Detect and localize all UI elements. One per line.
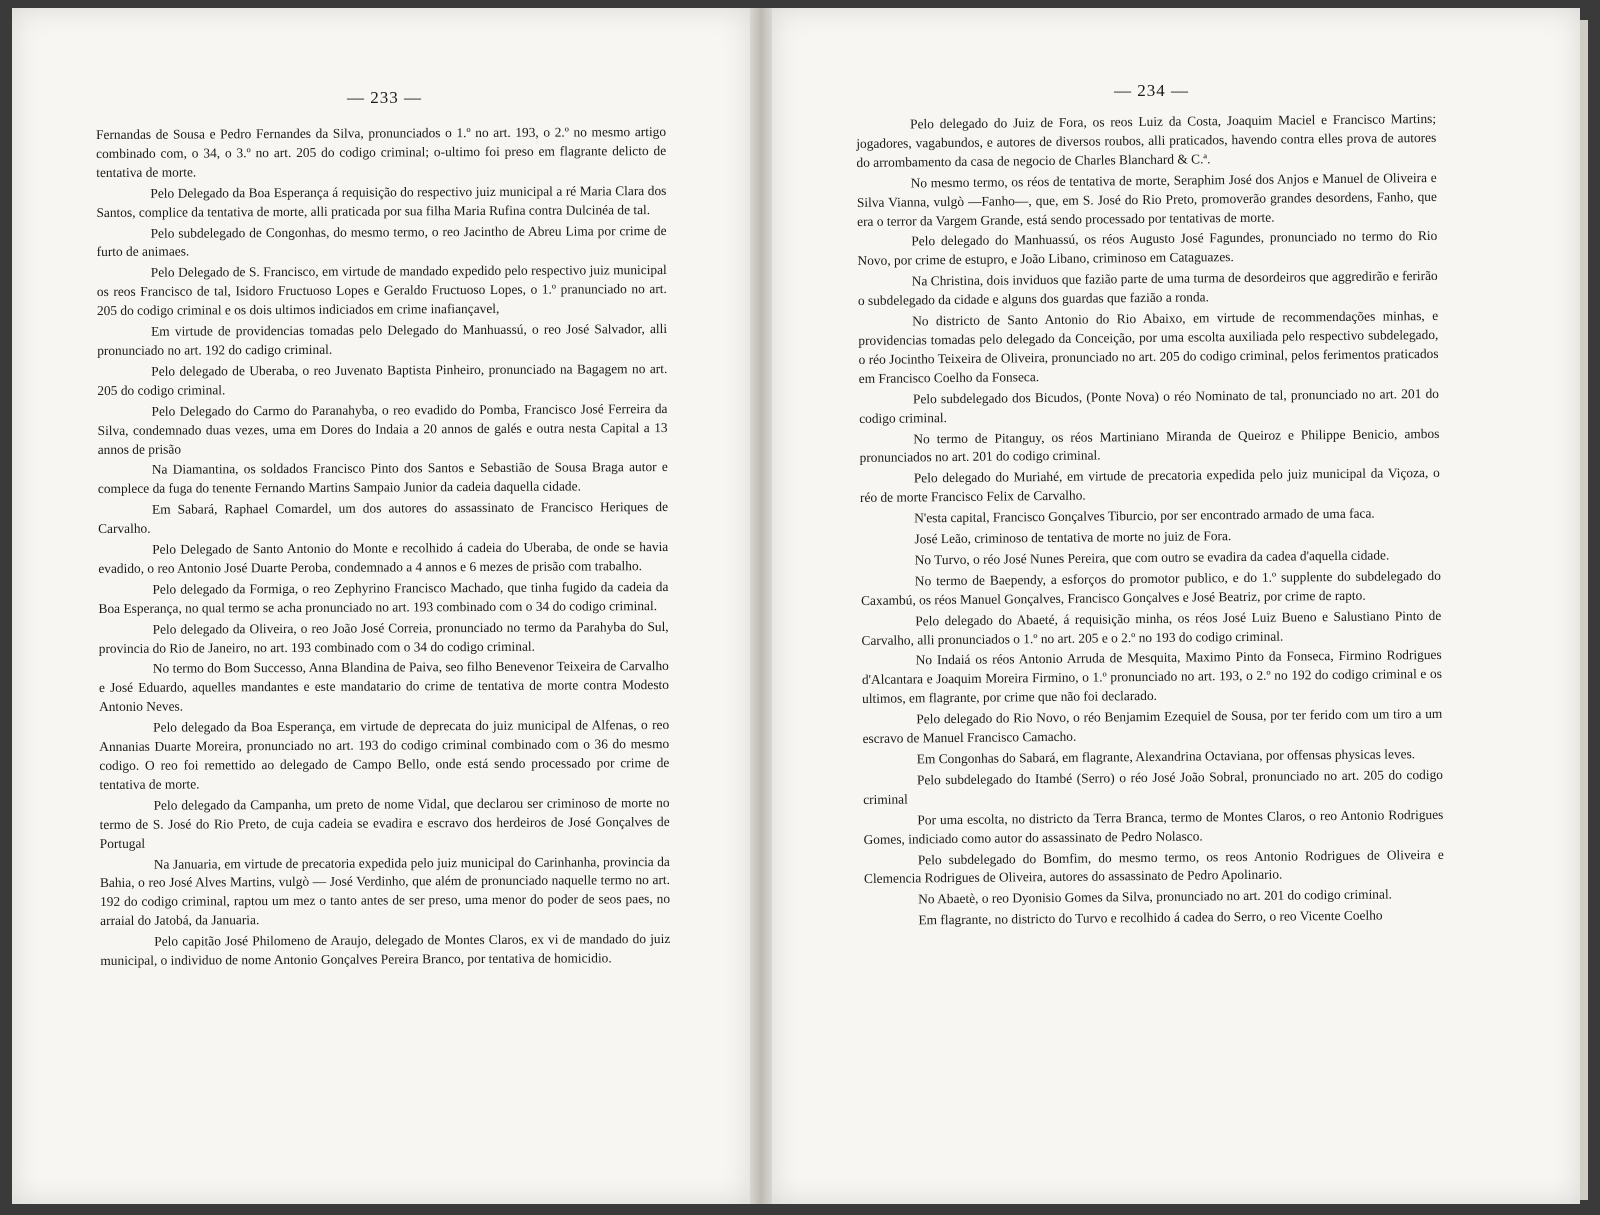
paragraph: Pelo Delegado do Carmo do Paranahyba, o reo evadido do Pomba, Francisco José Ferreira da Silva, condemnado duas vezes, uma em Dores do Indaia a 20 annos de galés e outra nesta Capital a 13 annos de prisão bbox=[97, 400, 668, 457]
paragraph: Pelo delegado do Muriahé, em virtude de precatoria expedida pelo juiz municipal da Viçoza, o réo de morte Francisco Felix de Carvalho. bbox=[859, 465, 1440, 506]
paragraph: Pelo delegado do Manhuassú, os réos Augusto José Fagundes, pronunciado no termo do Rio Novo, por crime de estupro, e João Libano, criminoso em Cataguazes. bbox=[857, 228, 1438, 269]
paragraph: Pelo capitão José Philomeno de Araujo, delegado de Montes Claros, ex vi de mandado do juiz municipal, o individuo de nome Antonio Gonçalves Pereira Branco, por tentativa de homicidio. bbox=[100, 931, 671, 969]
paragraph: Pelo delegado do Rio Novo, o réo Benjamim Ezequiel de Sousa, por ter ferido com um tiro a um escravo de Manuel Francisco Camacho. bbox=[862, 706, 1443, 747]
book-gutter bbox=[750, 8, 772, 1204]
right-page bbox=[772, 8, 1580, 1204]
paragraph: N'esta capital, Francisco Gonçalves Tiburcio, por ser encontrado armado de uma faca. bbox=[914, 505, 1375, 526]
paragraph: Pelo delegado da Oliveira, o reo João José Correia, pronunciado no termo da Parahyba do Sul, provincia do Rio de Janeiro, no art. 193 combinado com o 34 do codigo criminal. bbox=[98, 618, 669, 656]
paragraph: Pelo delegado do Juiz de Fora, os reos Luiz da Costa, Joaquim Maciel e Francisco Martins; jogadores, vagabundos, e autores de diversos roubos, alli praticados, havendo contra elles prova de autores do arrombamento da casa de negocio de Charles Blanchard & C.ª. bbox=[856, 110, 1437, 170]
paragraph: Pelo Delegado de S. Francisco, em virtude de mandado expedido pelo respectivo juiz municipal os reos Francisco de tal, Isidoro Fructuoso Lopes e Geraldo Fructuoso Lopes, o 1.º pranunciado no art. 205 do codigo criminal e os dois ultimos indiciados em crime inafiançavel, bbox=[96, 262, 667, 319]
paragraph: Pelo subdelegado dos Bicudos, (Ponte Nova) o réo Nominato de tal, pronunciado no art. 201 do codigo criminal. bbox=[859, 385, 1440, 426]
paragraph: Pelo subdelegado do Bomfim, do mesmo termo, os reos Antonio Rodrigues de Oliveira e Clemencia Rodrigues de Oliveira, autores do assassinato de Pedro Apolinario. bbox=[863, 846, 1444, 887]
paragraph: No termo de Pitanguy, os réos Martiniano Miranda de Queiroz e Philippe Benicio, ambos pronunciados no art. 201 do codigo criminal. bbox=[859, 425, 1440, 466]
paragraph: No mesmo termo, os réos de tentativa de morte, Seraphim José dos Anjos e Manuel de Oliveira e Silva Vianna, vulgò —Fanho—, que, em S. José do Rio Preto, promoverão grandes desordens, Fanho, que era o terror da Vargem Grande, está sendo processado por tentativas de morte. bbox=[856, 169, 1437, 229]
paragraph: Na Christina, dois inviduos que fazião parte de uma turma de desordeiros que aggredirão e ferirão o subdelegado da cidade e alguns dos guardas que fazião a ronda. bbox=[857, 268, 1438, 309]
paragraph: Na Diamantina, os soldados Francisco Pinto dos Santos e Sebastião de Sousa Braga autor e complece da fuga do tenente Fernando Martins Sampaio Junior da cadeia daquella cidade. bbox=[97, 459, 668, 497]
paragraph: Pelo delegado da Campanha, um preto de nome Vidal, que declarou ser criminoso de morte no termo de S. José do Rio Preto, de cuja cadeia se evadira e escravo dos herdeiros de José Gonçalves de Portugal bbox=[99, 794, 670, 851]
paragraph: No Abaetè, o reo Dyonisio Gomes da Silva, pronunciado no art. 201 do codigo criminal. bbox=[918, 886, 1393, 907]
paragraph: Pelo delegado de Uberaba, o reo Juvenato Baptista Pinheiro, pronunciado na Bagagem no art. 205 do codigo criminal. bbox=[97, 360, 668, 398]
paragraph: Em Congonhas do Sabará, em flagrante, Alexandrina Octaviana, por offensas physicas leves. bbox=[916, 746, 1416, 767]
page-edge bbox=[1580, 20, 1588, 1200]
paragraph: Fernandas de Sousa e Pedro Fernandes da Silva, pronunciados o 1.º no art. 193, o 2.º no mesmo artigo combinado com, o 34, o 3.º no art. 205 do codigo criminal; o-ultimo foi preso em flagrante delicto de tentativa de morte. bbox=[96, 124, 667, 180]
paragraph: Pelo Delegado de Santo Antonio do Monte e recolhido á cadeia do Uberaba, de onde se havia evadido, o reo Antonio José Duarte Peroba, condemnado a 4 annos e 6 mezes de prisão com trabalho. bbox=[98, 539, 669, 576]
paragraph: Em virtude de providencias tomadas pelo Delegado do Manhuassú, o reo José Salvador, alli pronunciado no art. 192 do cadigo criminal. bbox=[97, 321, 668, 358]
paragraph: No termo do Bom Successo, Anna Blandina de Paiva, seo filho Benevenor Teixeira de Carvalho e José Eduardo, aquelles mandantes e este mandatario do crime de tentativa de morte contra Modesto Antonio Neves. bbox=[98, 658, 669, 715]
paragraph: No termo de Baependy, a esforços do promotor publico, e do 1.º supplente do subdelegado do Caxambú, os réos Manuel Gonçalves, Francisco Gonçalves e José Beatriz, por crime de rapto. bbox=[860, 567, 1441, 608]
paragraph: Pelo delegado da Boa Esperança, em virtude de deprecata do juiz municipal de Alfenas, o reo Annanias Duarte Moreira, pronunciado no art. 193 do codigo criminal combinado com o 36 do mesmo codigo. O reo foi remettido ao delegado de Campo Bello, onde está sendo processado por crime de tentativa de morte. bbox=[99, 717, 670, 792]
paragraph: No Indaiá os réos Antonio Arruda de Mesquita, Maximo Pinto da Fonseca, Firmino Rodrigues d'Alcantara e Joaquim Moreira Firmino, o 1.º pronunciado no art. 193, o 2.º no 192 do codigo criminal e os ultimos, em flagrante, por crime que não foi declarado. bbox=[861, 647, 1442, 707]
page-text bbox=[96, 123, 670, 973]
left-page bbox=[12, 8, 750, 1204]
page-number: — 233 — bbox=[347, 88, 422, 107]
paragraph: Pelo Delegado da Boa Esperança á requisição do respectivo juiz municipal a ré Maria Clara dos Santos, complice da tentativa de morte, alli praticada por sua filha Maria Rufina contra Dulcinéa de tal. bbox=[96, 182, 667, 220]
paragraph: Em Sabará, Raphael Comardel, um dos autores do assassinato de Francisco Heriques de Carvalho. bbox=[98, 499, 669, 537]
page-number: — 234 — bbox=[1114, 81, 1189, 100]
paragraph: No districto de Santo Antonio do Rio Abaixo, em virtude de recommendações minhas, e providencias tomadas pelo delegado da Conceição, por uma escolta auxiliada pelo respectivo subdelegado, o réo Jocintho Teixeira de Oliveira, pronunciado no art. 205 do codigo criminal, pelos ferimentos praticados em Francisco Coelho da Fonseca. bbox=[858, 307, 1439, 386]
paragraph: Por uma escolta, no districto da Terra Branca, termo de Montes Claros, o reo Antonio Rodrigues Gomes, indiciado como autor do assassinato de Pedro Nolasco. bbox=[863, 806, 1444, 847]
paragraph: Na Januaria, em virtude de precatoria expedida pelo juiz municipal do Carinhanha, provincia da Bahia, o reo José Alves Martins, vulgò — José Verdinho, que além de pronunciado naquelle termo no art. 192 do codigo criminal, raptou um mez o tanto antes de ser preso, uma menor do poder de seos paes, no arraial do Jatobá, da Januaria. bbox=[99, 853, 671, 929]
page-text bbox=[856, 110, 1445, 933]
paragraph: Em flagrante, no districto do Turvo e recolhido á cadea do Serro, o reo Vicente Coelho bbox=[918, 907, 1383, 928]
paragraph: No Turvo, o réo José Nunes Pereira, que com outro se evadira da cadea d'aquella cidade. bbox=[914, 547, 1390, 568]
paragraph: Pelo delegado da Formiga, o reo Zephyrino Francisco Machado, que tinha fugido da cadeia da Boa Esperança, no qual termo se acha pronunciado no art. 193 combinado com o 34 do codigo criminal. bbox=[98, 578, 669, 616]
paragraph: Pelo delegado do Abaeté, á requisição minha, os réos José Luiz Bueno e Salustiano Pinto de Carvalho, alli pronunciados o 1.º no art. 205 e o 2.º no 193 do codigo criminal. bbox=[861, 607, 1442, 648]
paragraph: Pelo subdelegado do Itambé (Serro) o réo José João Sobral, pronunciado no art. 205 do codigo criminal bbox=[863, 766, 1444, 807]
paragraph: José Leão, criminoso de tentativa de morte no juiz de Fora. bbox=[914, 528, 1232, 547]
paragraph: Pelo subdelegado de Congonhas, do mesmo termo, o reo Jacintho de Abreu Lima por crime de furto de animaes. bbox=[96, 222, 667, 260]
